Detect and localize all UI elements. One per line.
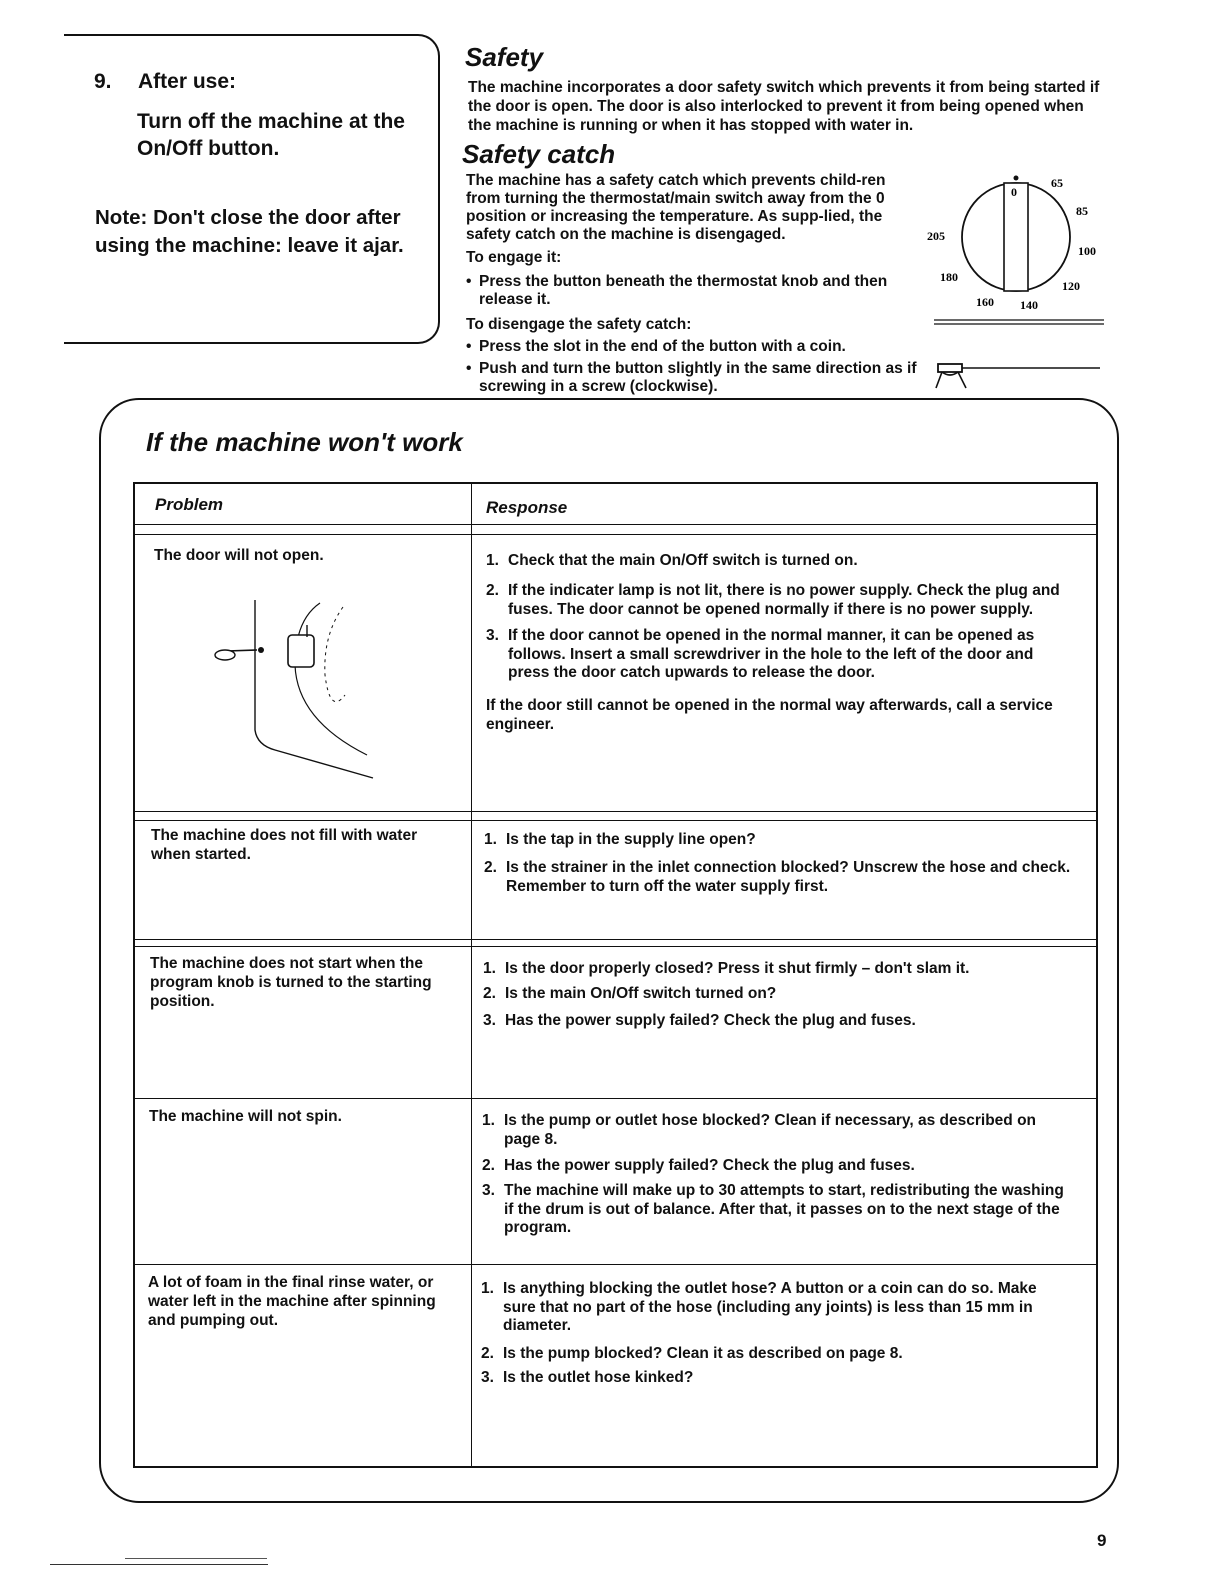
knob-label: 85 xyxy=(1076,204,1088,218)
knob-label: 160 xyxy=(976,295,994,309)
step-title: After use: xyxy=(138,70,237,93)
screwdriver-handle xyxy=(215,650,235,660)
response-item xyxy=(482,1182,1074,1240)
catch-button xyxy=(938,364,962,372)
safety-catch-button-illustration xyxy=(928,358,1103,396)
knob-label: 100 xyxy=(1078,244,1096,258)
response-number: 2. xyxy=(486,582,499,599)
response-number: 1. xyxy=(484,831,497,848)
response-text: Is the strainer in the inlet connection blocked? Unscrew the hose and check. Remember to turn off the water supply first. xyxy=(506,859,1071,895)
response-item xyxy=(483,1012,1073,1032)
problem-cell: The door will not open. xyxy=(154,547,324,564)
column-header-problem: Problem xyxy=(155,495,224,514)
troubleshooting-heading: If the machine won't work xyxy=(146,427,463,457)
footer-rule xyxy=(50,1564,268,1565)
step-instruction: Turn off the machine at the On/Off button. xyxy=(137,110,405,160)
response-text: The machine will make up to 30 attempts to start, redistributing the washing if the drum is out of balance. After that, it passes on to the next stage of the program. xyxy=(504,1182,1064,1236)
header-divider xyxy=(135,534,1098,535)
knob-label: 120 xyxy=(1062,279,1080,293)
knob-label: 140 xyxy=(1020,298,1038,312)
response-item xyxy=(483,985,1073,1005)
row-divider xyxy=(135,946,1098,947)
door-screwdriver-illustration xyxy=(195,595,385,785)
response-item xyxy=(482,1157,1074,1177)
response-text: Is the outlet hose kinked? xyxy=(503,1369,694,1386)
catch-button-base xyxy=(936,372,966,388)
thermostat-knob-illustration xyxy=(920,165,1110,325)
response-number: 1. xyxy=(482,1112,495,1129)
response-number: 3. xyxy=(483,1012,496,1029)
problem-cell: The machine does not start when the program knob is turned to the starting position. xyxy=(150,955,432,1010)
machine-front-outline xyxy=(255,600,373,778)
step-number: 9. xyxy=(94,70,112,93)
row-divider xyxy=(135,811,1098,812)
bullet-marker: • xyxy=(466,338,472,355)
response-text: Is the pump or outlet hose blocked? Clean if necessary, as described on page 8. xyxy=(504,1112,1037,1148)
response-item xyxy=(483,960,1073,980)
bullet-marker: • xyxy=(466,273,472,290)
header-divider xyxy=(135,524,1098,525)
knob-label: 180 xyxy=(940,270,958,284)
response-item xyxy=(486,552,1076,572)
response-number: 1. xyxy=(486,552,499,569)
response-text: Is the pump blocked? Clean it as described on page 8. xyxy=(503,1345,903,1362)
footer-rule xyxy=(125,1558,267,1559)
response-number: 2. xyxy=(483,985,496,1002)
door-swing-outline xyxy=(325,607,345,702)
column-divider xyxy=(471,484,472,1468)
knob-label: 205 xyxy=(927,229,945,243)
column-header-response: Response xyxy=(486,498,568,517)
response-number: 2. xyxy=(484,859,497,876)
response-text: Is the main On/Off switch turned on? xyxy=(505,985,777,1002)
response-text: Check that the main On/Off switch is turned on. xyxy=(508,552,858,569)
response-item xyxy=(481,1280,1073,1338)
page-number: 9 xyxy=(1097,1531,1107,1550)
knob-indicator-dot xyxy=(1014,176,1019,181)
after-use-note: Note: Don't close the door after using the machine: leave it ajar. xyxy=(95,206,404,257)
response-item xyxy=(481,1345,1073,1365)
response-number: 1. xyxy=(481,1280,494,1297)
disengage-step xyxy=(466,360,916,400)
knob-label: 65 xyxy=(1051,176,1063,190)
safety-paragraph: The machine incorporates a door safety switch which prevents it from being started if the door is open. The door is also interlocked to prevent it from being opened when the machine is running or when it has stopped with water in. xyxy=(468,79,1100,134)
response-item xyxy=(484,859,1084,899)
knob-label-zero: 0 xyxy=(1011,185,1017,199)
door-catch xyxy=(288,635,314,667)
knob-grip xyxy=(1004,183,1028,291)
disengage-step-text: Press the slot in the end of the button with a coin. xyxy=(479,338,846,355)
response-item xyxy=(482,1112,1074,1152)
disengage-step xyxy=(466,338,906,358)
response-number: 3. xyxy=(482,1182,495,1199)
door-outline xyxy=(295,603,367,755)
engage-step-text: Press the button beneath the thermostat knob and then release it. xyxy=(479,273,888,308)
response-item xyxy=(484,831,1084,851)
response-number: 1. xyxy=(483,960,496,977)
bullet-marker: • xyxy=(466,360,472,377)
response-text: Has the power supply failed? Check the plug and fuses. xyxy=(505,1012,916,1029)
response-number: 2. xyxy=(481,1345,494,1362)
row-divider xyxy=(135,1264,1098,1265)
disengage-step-text: Push and turn the button slightly in the same direction as if screwing in a screw (clockwise). xyxy=(479,360,917,395)
response-text: Has the power supply failed? Check the plug and fuses. xyxy=(504,1157,915,1174)
problem-cell: The machine does not fill with water when started. xyxy=(151,827,418,863)
response-text: If the door cannot be opened in the normal manner, it can be opened as follows. Insert a small screwdriver in the hole to the left of the door and press the door catch upwards to release the door. xyxy=(508,627,1035,681)
response-text: Is the door properly closed? Press it shut firmly – don't slam it. xyxy=(505,960,970,977)
response-item xyxy=(481,1369,1073,1389)
screwdriver-tip xyxy=(258,647,264,653)
response-number: 3. xyxy=(486,627,499,644)
response-text: Is the tap in the supply line open? xyxy=(506,831,756,848)
safety-catch-heading: Safety catch xyxy=(462,139,616,169)
safety-heading: Safety xyxy=(465,42,544,72)
response-note: If the door still cannot be opened in the normal way afterwards, call a service engineer. xyxy=(486,697,1053,733)
row-divider xyxy=(135,1098,1098,1099)
row-divider xyxy=(135,820,1098,821)
response-number: 2. xyxy=(482,1157,495,1174)
response-text: If the indicater lamp is not lit, there is no power supply. Check the plug and fuses. The door cannot be opened normally if there is no power supply. xyxy=(508,582,1060,618)
after-use-box xyxy=(64,34,440,344)
problem-cell: The machine will not spin. xyxy=(149,1108,342,1125)
response-item xyxy=(486,582,1076,622)
disengage-label: To disengage the safety catch: xyxy=(466,316,692,333)
safety-catch-paragraph: The machine has a safety catch which prevents child-ren from turning the thermostat/main switch away from the 0 position or increasing the temperature. As supp-lied, the safety catch on the machine is disengaged. xyxy=(466,172,886,243)
engage-label: To engage it: xyxy=(466,249,562,266)
response-text: Is anything blocking the outlet hose? A button or a coin can do so. Make sure that no part of the hose (including any joints) is less than 15 mm in diameter. xyxy=(503,1280,1037,1334)
problem-cell: A lot of foam in the final rinse water, or water left in the machine after spinning and pumping out. xyxy=(148,1274,436,1329)
response-item xyxy=(486,627,1076,685)
engage-step xyxy=(466,273,906,313)
response-number: 3. xyxy=(481,1369,494,1386)
row-divider xyxy=(135,939,1098,940)
